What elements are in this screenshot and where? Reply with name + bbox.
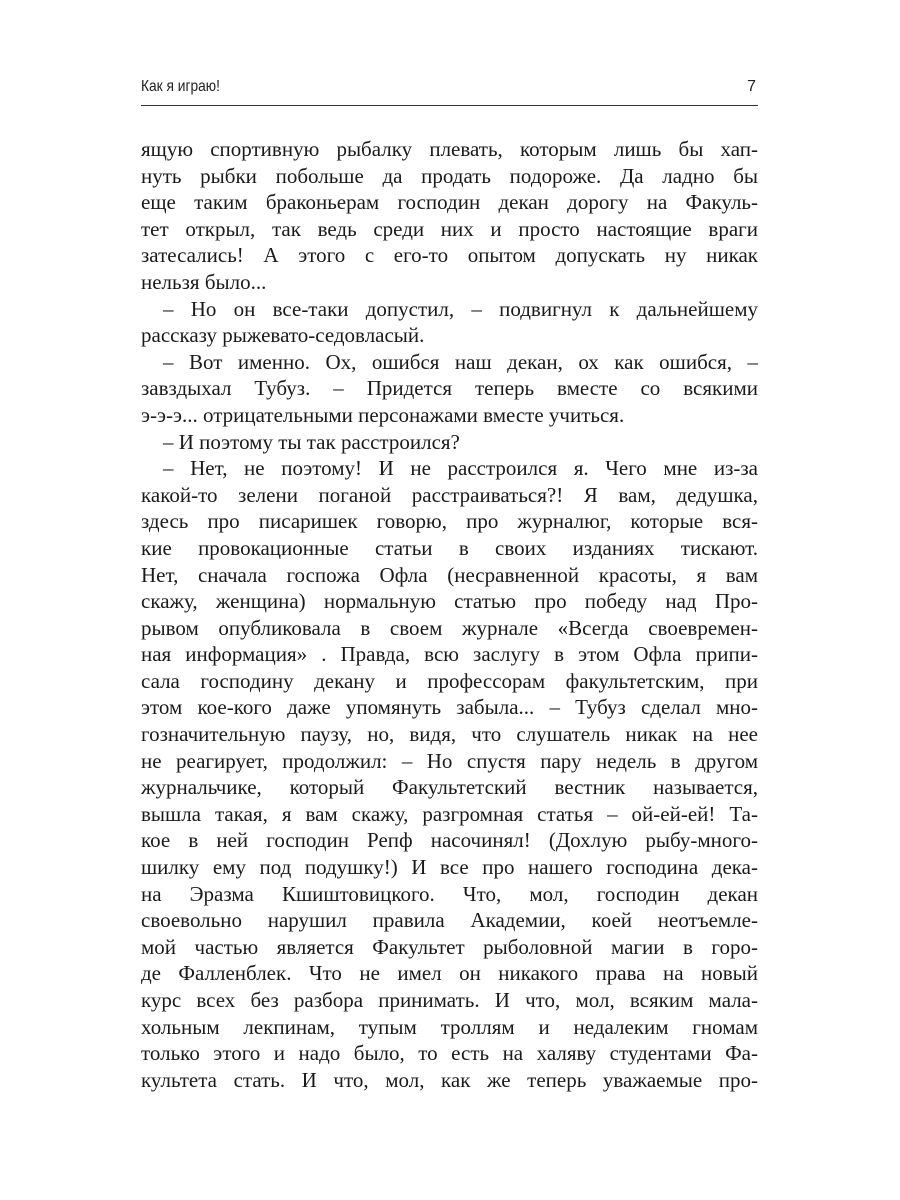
text-line: тет открыл, так ведь среди них и просто настоящие враги: [141, 216, 758, 241]
text-line: кое в ней господин Репф насочинял! (Дохлую рыбу-много-: [141, 828, 758, 853]
text-line: – Нет, не поэтому! И не расстроился я. Чего мне из-за: [163, 456, 758, 481]
text-line: завздыхал Тубуз. – Придется теперь вместе со всякими: [141, 376, 758, 401]
text-line: журнальчике, который Факультетский вестник называется,: [141, 775, 758, 800]
text-line: курс всех без разбора принимать. И что, мол, всяким мала-: [141, 988, 758, 1012]
text-line: нуть рыбки побольше да продать подороже. Да ладно бы: [141, 163, 758, 188]
text-line: какой-то зелени поганой расстраиваться?! Я вам, дедушка,: [141, 482, 758, 507]
running-title: Как я играю!: [141, 78, 220, 95]
text-line: де Фалленблек. Что не имел он никакого права на новый: [141, 961, 758, 986]
text-line: скажу, женщина) нормальную статью про победу над Про-: [141, 589, 758, 614]
text-line: – И поэтому ты так расстроился?: [163, 429, 460, 454]
text-line: мой частью является Факультет рыболовной магии в горо-: [141, 934, 758, 959]
body-text: [141, 136, 758, 1093]
text-line: еще таким браконьерам господин декан дорогу на Факуль-: [141, 190, 758, 215]
text-line: ная информация» . Правда, всю заслугу в этом Офла припи-: [141, 642, 758, 667]
text-line: культета стать. И что, мол, как же теперь уважаемые про-: [141, 1067, 758, 1092]
text-line: затесались! А этого с его-то опытом допускать ну никак: [141, 243, 758, 268]
text-line: Нет, сначала госпожа Офла (несравненной красоты, я вам: [141, 562, 758, 587]
text-line: своевольно нарушил правила Академии, коей неотъемле-: [141, 908, 758, 933]
text-line: гозначительную паузу, но, видя, что слушатель никак на нее: [141, 722, 758, 747]
text-line: не реагирует, продолжил: – Но спустя пару недель в другом: [141, 748, 758, 773]
page-number: 7: [747, 78, 756, 95]
text-line: этом кое-кого даже упомянуть забыла... – Тубуз сделал мно-: [141, 695, 758, 720]
text-line: шилку ему под подушку!) И все про нашего господина дека-: [141, 855, 758, 880]
text-line: здесь про писаришек говорю, про журналюг, которые вся-: [141, 509, 758, 534]
text-line: сала господину декану и профессорам факультетским, при: [141, 668, 758, 693]
text-line: рассказу рыжевато-седовласый.: [141, 323, 425, 348]
text-line: рывом опубликовала в своем журнале «Всегда своевремен-: [141, 615, 758, 640]
text-line: – Но он все-таки допустил, – подвигнул к дальнейшему: [163, 296, 758, 321]
text-line: кие провокационные статьи в своих изданиях тискают.: [141, 535, 758, 560]
text-line: – Вот именно. Ох, ошибся наш декан, ох как ошибся, –: [163, 349, 758, 374]
text-line: ящую спортивную рыбалку плевать, которым лишь бы хап-: [141, 137, 758, 161]
text-line: нельзя было...: [141, 269, 267, 294]
header-rule: [141, 105, 758, 106]
text-line: только этого и надо было, то есть на халяву студентами Фа-: [141, 1041, 758, 1066]
text-line: вышла такая, я вам скажу, разгромная статья – ой-ей-ей! Та-: [141, 801, 758, 826]
running-header: [141, 76, 758, 100]
text-line: э-э-э... отрицательными персонажами вместе учиться.: [141, 402, 625, 427]
text-line: хольным лекпинам, тупым троллям и недалеким гномам: [141, 1014, 758, 1039]
text-line: на Эразма Кшиштовицкого. Что, мол, господин декан: [141, 881, 758, 906]
